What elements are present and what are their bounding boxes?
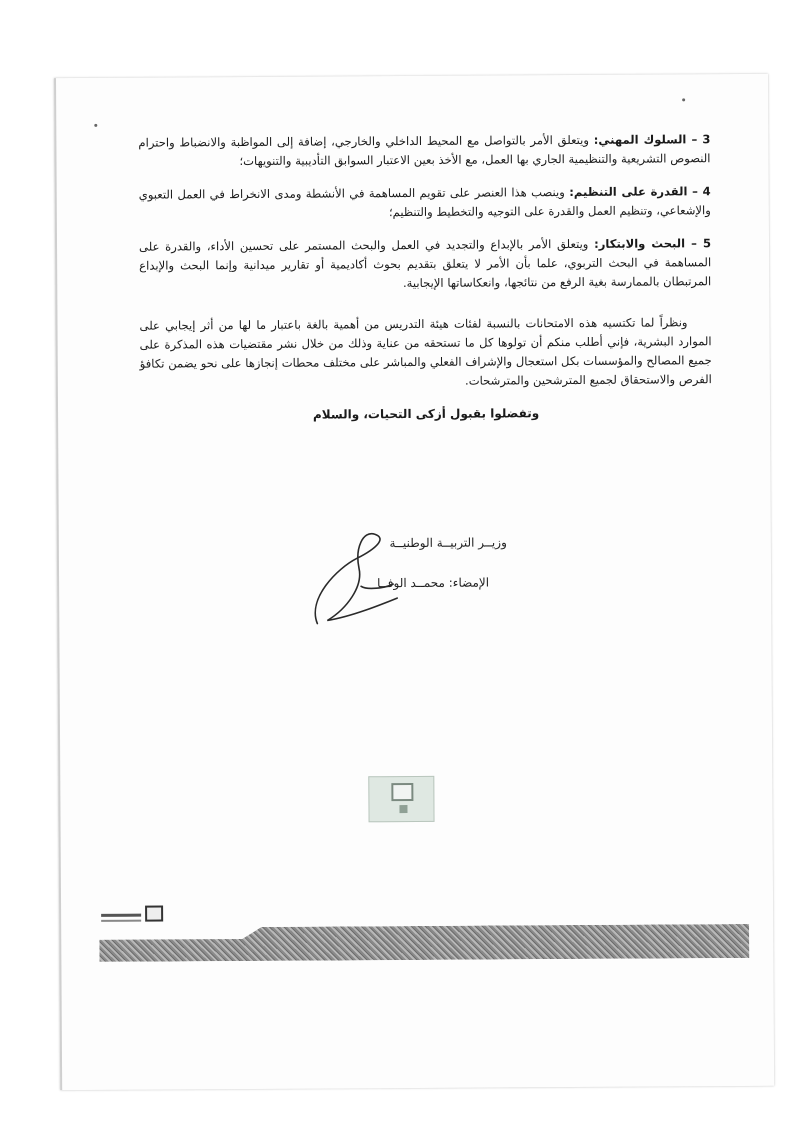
paragraph-heading: 5 – البحث والابتكار: xyxy=(594,236,712,251)
paragraph-professional-conduct xyxy=(138,130,710,171)
paragraph-text: ويتعلق الأمر بالتواصل مع المحيط الداخلي والخارجي، إضافة إلى المواظبة والانضباط واحترام النصوص التشريعية والتنظيمية الجاري بها العمل، مع الأخذ بعين الاعتبار السوابق التأديبية والتنويهات؛ xyxy=(138,132,711,169)
scan-speck xyxy=(94,124,97,127)
paragraph-research xyxy=(139,234,711,294)
paragraph-text: ويتعلق الأمر بالإبداع والتجديد في العمل والبحث المستمر على تحسين الأداء، والقدرة على المساهمة في البحث التربوي، علما بأن الأمر لا يتعلق بتقديم بحوث أكاديمية أو تقارير ميدانية وإنما البحث والإبداع المرتبطان بالممارسة بغية الرفع من نتائجها، وانعكاساتها الإيجابية. xyxy=(138,236,712,291)
ministry-logo-icon xyxy=(99,905,185,928)
footer xyxy=(99,902,749,962)
signatory-name: الإمضاء: محمــد الوفــا xyxy=(377,575,490,591)
signatory-title: وزيــر التربيــة الوطنيــة xyxy=(389,535,507,551)
paragraph-heading: 3 – السلوك المهني: xyxy=(593,132,711,147)
signature-block xyxy=(237,535,508,647)
footer-banner xyxy=(99,924,749,962)
paragraph-organization xyxy=(139,182,711,223)
document-sheet xyxy=(54,74,774,1090)
handwritten-signature-icon xyxy=(297,528,428,639)
closing-salutation: وتفضلوا بقبول أزكى التحيات، والسلام xyxy=(312,406,540,422)
paragraph-conclusion: ونظراً لما تكتسيه هذه الامتحانات بالنسبة لفئات هيئة التدريس من أهمية بالغة باعتبار ما لها من أثر إيجابي على الموارد البشرية، فإني أطلب منكم أن تولوها كل ما تستحقه من عناية وذلك من خلال نشر مقتضيات هذه المذكرة على جميع المصالح والمؤسسات بكل استعجال والإشراف الفعلي والمباشر على مختلف محطات إنجازها على نحو يضمن تكافؤ الفرص والاستحقاق لجميع المترشحين والمترشحات. xyxy=(139,315,712,388)
scan-speck xyxy=(682,98,685,101)
paragraph-text: وينصب هذا العنصر على تقويم المساهمة في الأنشطة ومدى الانخراط في العمل التعبوي والإشعاعي، وتنظيم العمل والقدرة على التوجيه والتخطيط والتنظيم؛ xyxy=(138,185,711,220)
sheet-edge xyxy=(54,78,62,1090)
stamp-icon xyxy=(368,776,434,822)
paragraph-heading: 4 – القدرة على التنظيم: xyxy=(569,184,711,200)
document-body xyxy=(138,130,712,425)
